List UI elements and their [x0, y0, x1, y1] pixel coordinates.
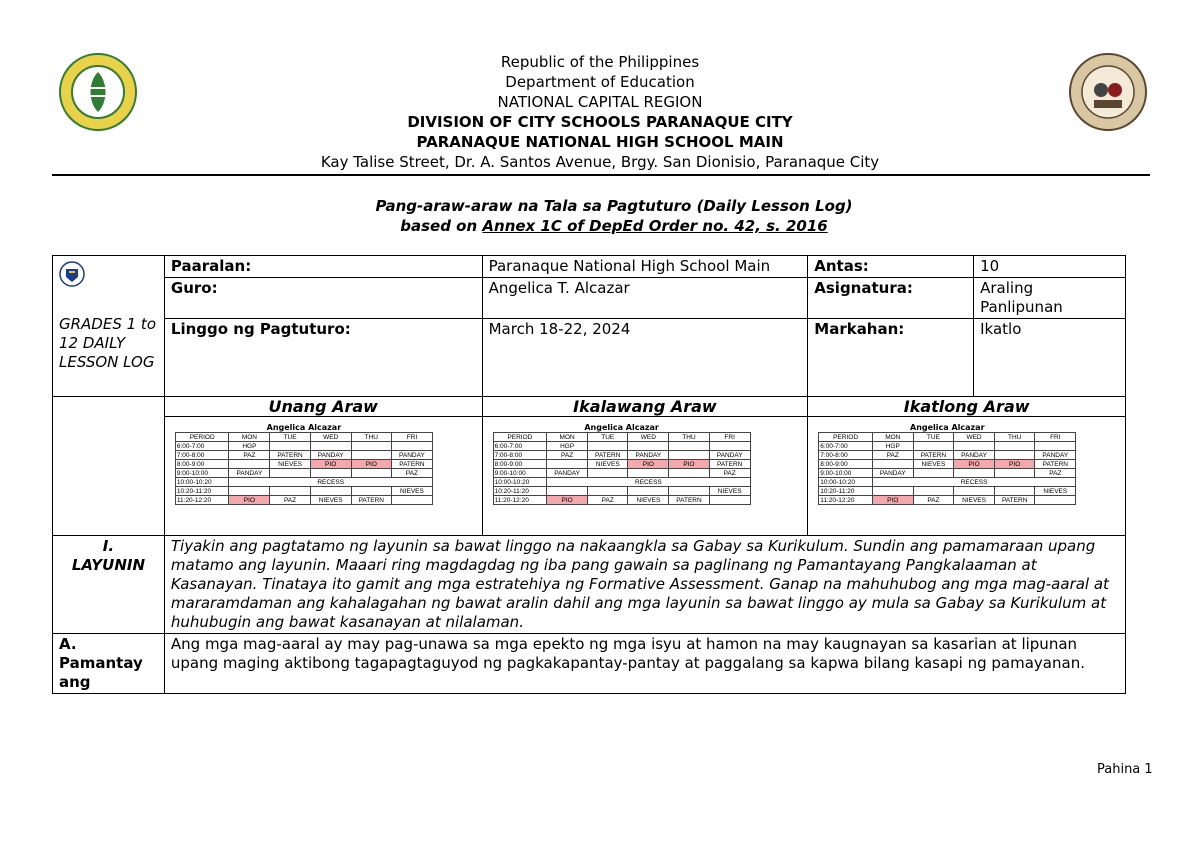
- schedule-header-cell: FRI: [709, 433, 750, 442]
- schedule-period-cell: 7:00-8:00: [819, 451, 873, 460]
- day-header-3: Ikatlong Araw: [808, 397, 1126, 417]
- schedule-row: [819, 478, 1076, 487]
- schedule-period-cell: 10:20-11:20: [493, 487, 547, 496]
- header-line-deped: Department of Education: [505, 73, 695, 91]
- schedule-class-cell: PATERN: [1035, 460, 1076, 469]
- schedule-class-cell: [547, 460, 588, 469]
- schedule-header-cell: WED: [628, 433, 669, 442]
- header-line-division: DIVISION OF CITY SCHOOLS PARANAQUE CITY: [407, 113, 793, 131]
- schedule-class-cell: [913, 469, 953, 478]
- schedule-class-cell: PANDAY: [391, 451, 432, 460]
- schedule-class-cell: PATERN: [270, 451, 310, 460]
- schedule-class-cell: [229, 460, 270, 469]
- schedule-class-cell: PIO: [547, 496, 588, 505]
- schedule-header-cell: MON: [872, 433, 913, 442]
- schedule-row: [175, 487, 432, 496]
- schedule-class-cell: [588, 442, 628, 451]
- schedule-class-cell: PIO: [351, 460, 391, 469]
- schedule-row: [175, 460, 432, 469]
- schedule-period-cell: 11:20-12:20: [175, 496, 229, 505]
- day-1-schedule: [164, 417, 482, 536]
- schedule-class-cell: [270, 442, 310, 451]
- asignatura-value: Araling Panlipunan: [974, 278, 1126, 319]
- schedule-table: [493, 432, 751, 505]
- schedule-recess-cell: RECESS: [872, 478, 1075, 487]
- schedule-class-cell: NIEVES: [913, 460, 953, 469]
- guro-label: Guro:: [164, 278, 482, 319]
- day-header-1: Unang Araw: [164, 397, 482, 417]
- header-divider: [52, 174, 1150, 176]
- letterhead: [0, 52, 1200, 172]
- schedule-class-cell: HGP: [872, 442, 913, 451]
- document-title: [0, 196, 1200, 236]
- schedule-row: [819, 469, 1076, 478]
- schedule-class-cell: PAZ: [872, 451, 913, 460]
- schedule-period-cell: 9:00-10:00: [493, 469, 547, 478]
- schedule-class-cell: [954, 487, 995, 496]
- schedule-class-cell: [310, 469, 351, 478]
- schedule-class-cell: PANDAY: [1035, 451, 1076, 460]
- header-line-republic: Republic of the Philippines: [500, 53, 700, 71]
- schedule-header-cell: FRI: [1035, 433, 1076, 442]
- layunin-label-cell: [53, 536, 165, 634]
- schedule-class-cell: PATERN: [669, 496, 709, 505]
- schedule-class-cell: [270, 487, 310, 496]
- schedule-period-cell: 10:00-10:20: [175, 478, 229, 487]
- guro-value: Angelica T. Alcazar: [482, 278, 808, 319]
- schedule-class-cell: PATERN: [351, 496, 391, 505]
- blank-side-cell: [53, 397, 165, 536]
- antas-value: 10: [974, 256, 1126, 278]
- schedule-header-cell: PERIOD: [819, 433, 873, 442]
- schedule-period-cell: 8:00-9:00: [819, 460, 873, 469]
- schedule-class-cell: [954, 442, 995, 451]
- grades-daily-lesson-log-label: GRADES 1 to 12 DAILY LESSON LOG: [59, 315, 156, 371]
- schedule-class-cell: PAZ: [1035, 469, 1076, 478]
- schedule-class-cell: [310, 442, 351, 451]
- lesson-log-table: [52, 255, 1126, 694]
- day-3-schedule: [808, 417, 1126, 536]
- schedule-table: [818, 432, 1076, 505]
- schedule-class-cell: PAZ: [229, 451, 270, 460]
- schedule-class-cell: [391, 442, 432, 451]
- schedule-period-cell: 9:00-10:00: [819, 469, 873, 478]
- schedule-header-cell: THU: [669, 433, 709, 442]
- schedule-class-cell: NIEVES: [588, 460, 628, 469]
- schedule-class-cell: PATERN: [913, 451, 953, 460]
- schedule-class-cell: PAZ: [270, 496, 310, 505]
- schedule-class-cell: [351, 487, 391, 496]
- schedule-class-cell: PATERN: [994, 496, 1034, 505]
- paaralan-label: Paaralan:: [164, 256, 482, 278]
- schedule-class-cell: [994, 451, 1034, 460]
- schedule-class-cell: NIEVES: [310, 496, 351, 505]
- annex-reference: Annex 1C of DepEd Order no. 42, s. 2016: [482, 217, 828, 235]
- schedule-period-cell: 9:00-10:00: [175, 469, 229, 478]
- schedule-class-cell: [547, 487, 588, 496]
- schedule-class-cell: HGP: [229, 442, 270, 451]
- schedule-class-cell: [669, 469, 709, 478]
- schedule-grid: [493, 423, 751, 505]
- based-on-text: based on: [400, 217, 478, 235]
- schedule-class-cell: PAZ: [588, 496, 628, 505]
- schedule-class-cell: [628, 442, 669, 451]
- title-line: Pang-araw-araw na Tala sa Pagtuturo (Daily Lesson Log): [375, 197, 853, 215]
- schedule-class-cell: [872, 487, 913, 496]
- deped-seal-icon: [59, 259, 85, 289]
- schedule-class-cell: [669, 451, 709, 460]
- schedule-grid: [175, 423, 433, 505]
- schedule-class-cell: [913, 442, 953, 451]
- schedule-class-cell: [310, 487, 351, 496]
- schedule-class-cell: PIO: [669, 460, 709, 469]
- schedule-class-cell: PANDAY: [954, 451, 995, 460]
- schedule-class-cell: NIEVES: [1035, 487, 1076, 496]
- schedule-class-cell: [391, 496, 432, 505]
- schedule-grid: [818, 423, 1076, 505]
- schedule-class-cell: PIO: [994, 460, 1034, 469]
- schedule-class-cell: PANDAY: [628, 451, 669, 460]
- schedule-class-cell: [913, 487, 953, 496]
- schedule-period-cell: 10:00-10:20: [819, 478, 873, 487]
- day-header-2: Ikalawang Araw: [482, 397, 808, 417]
- schedule-class-cell: [270, 469, 310, 478]
- schedule-header-cell: WED: [954, 433, 995, 442]
- schedule-teacher-name: Angelica Alcazar: [266, 423, 342, 432]
- markahan-value: Ikatlo: [974, 319, 1126, 397]
- schedule-class-cell: [709, 442, 750, 451]
- schedule-class-cell: [229, 487, 270, 496]
- schedule-period-cell: 11:20-12:20: [493, 496, 547, 505]
- header-line-school: PARANAQUE NATIONAL HIGH SCHOOL MAIN: [416, 133, 784, 151]
- schedule-row: [493, 451, 750, 460]
- schedule-class-cell: [351, 451, 391, 460]
- schedule-row: [493, 460, 750, 469]
- schedule-period-cell: 10:20-11:20: [819, 487, 873, 496]
- schedule-period-cell: 6:00-7:00: [175, 442, 229, 451]
- pamantayan-number: A.: [59, 635, 77, 653]
- schedule-class-cell: [709, 496, 750, 505]
- schedule-header-cell: MON: [229, 433, 270, 442]
- schedule-class-cell: PATERN: [588, 451, 628, 460]
- schedule-header-cell: THU: [351, 433, 391, 442]
- schedule-class-cell: HGP: [547, 442, 588, 451]
- linggo-label: Linggo ng Pagtuturo:: [164, 319, 482, 397]
- schedule-class-cell: PAZ: [709, 469, 750, 478]
- schedule-class-cell: NIEVES: [270, 460, 310, 469]
- schedule-row: [493, 487, 750, 496]
- pamantayan-text: Ang mga mag-aaral ay may pag-unawa sa mga epekto ng mga isyu at hamon na may kaugnayan sa kasarian at lipunan upang maging aktibong tagapagtaguyod ng pagkakapantay-pantay at paggalang sa kapwa bilang kasapi ng pamayanan.: [164, 634, 1125, 694]
- schedule-row: [493, 478, 750, 487]
- schedule-header-cell: PERIOD: [175, 433, 229, 442]
- schedule-class-cell: [669, 442, 709, 451]
- schedule-class-cell: [588, 487, 628, 496]
- schedule-period-cell: 8:00-9:00: [175, 460, 229, 469]
- schedule-class-cell: PIO: [954, 460, 995, 469]
- schedule-recess-cell: RECESS: [547, 478, 750, 487]
- schedule-row: [175, 451, 432, 460]
- schedule-period-cell: 7:00-8:00: [493, 451, 547, 460]
- schedule-period-cell: 11:20-12:20: [819, 496, 873, 505]
- schedule-class-cell: PANDAY: [709, 451, 750, 460]
- schedule-row: [819, 460, 1076, 469]
- schedule-row: [493, 469, 750, 478]
- header-line-region: NATIONAL CAPITAL REGION: [497, 93, 703, 111]
- schedule-class-cell: NIEVES: [391, 487, 432, 496]
- schedule-header-cell: TUE: [913, 433, 953, 442]
- schedule-teacher-name: Angelica Alcazar: [910, 423, 985, 432]
- schedule-row: [819, 496, 1076, 505]
- schedule-period-cell: 6:00-7:00: [819, 442, 873, 451]
- schedule-class-cell: PANDAY: [547, 469, 588, 478]
- schedule-period-cell: 8:00-9:00: [493, 460, 547, 469]
- schedule-class-cell: PANDAY: [872, 469, 913, 478]
- linggo-value: March 18-22, 2024: [482, 319, 808, 397]
- schedule-row: [175, 496, 432, 505]
- schedule-class-cell: PIO: [628, 460, 669, 469]
- schedule-class-cell: PATERN: [391, 460, 432, 469]
- schedule-class-cell: PIO: [310, 460, 351, 469]
- schedule-class-cell: PANDAY: [310, 451, 351, 460]
- schedule-header-cell: PERIOD: [493, 433, 547, 442]
- schedule-row: [819, 442, 1076, 451]
- schedule-class-cell: PAZ: [391, 469, 432, 478]
- schedule-class-cell: [994, 487, 1034, 496]
- markahan-label: Markahan:: [808, 319, 974, 397]
- pamantayan-label-cell: [53, 634, 165, 694]
- schedule-row: [175, 442, 432, 451]
- schedule-header-cell: TUE: [588, 433, 628, 442]
- schedule-header-cell: TUE: [270, 433, 310, 442]
- schedule-class-cell: PIO: [229, 496, 270, 505]
- schedule-row: [175, 469, 432, 478]
- schedule-period-cell: 10:20-11:20: [175, 487, 229, 496]
- schedule-class-cell: [628, 469, 669, 478]
- schedule-class-cell: PIO: [872, 496, 913, 505]
- schedule-class-cell: [1035, 442, 1076, 451]
- header-line-address: Kay Talise Street, Dr. A. Santos Avenue, Brgy. San Dionisio, Paranaque City: [320, 153, 880, 171]
- page-number: Pahina 1: [1097, 762, 1153, 777]
- schedule-row: [819, 487, 1076, 496]
- schedule-teacher-name: Angelica Alcazar: [584, 423, 659, 432]
- schedule-recess-cell: RECESS: [229, 478, 432, 487]
- asignatura-label: Asignatura:: [808, 278, 974, 319]
- schedule-class-cell: NIEVES: [628, 496, 669, 505]
- schedule-row: [493, 442, 750, 451]
- schedule-class-cell: NIEVES: [954, 496, 995, 505]
- schedule-row: [493, 496, 750, 505]
- schedule-class-cell: [669, 487, 709, 496]
- schedule-row: [175, 478, 432, 487]
- schedule-class-cell: [351, 469, 391, 478]
- schedule-class-cell: [1035, 496, 1076, 505]
- schedule-class-cell: [351, 442, 391, 451]
- schedule-period-cell: 7:00-8:00: [175, 451, 229, 460]
- day-2-schedule: [482, 417, 808, 536]
- schedule-class-cell: PAZ: [913, 496, 953, 505]
- paaralan-value: Paranaque National High School Main: [482, 256, 808, 278]
- schedule-header-cell: FRI: [391, 433, 432, 442]
- schedule-class-cell: PANDAY: [229, 469, 270, 478]
- schedule-header-cell: MON: [547, 433, 588, 442]
- schedule-class-cell: [994, 469, 1034, 478]
- schedule-class-cell: [954, 469, 995, 478]
- schedule-class-cell: PATERN: [709, 460, 750, 469]
- schedule-row: [819, 451, 1076, 460]
- schedule-header-cell: WED: [310, 433, 351, 442]
- layunin-number: I.: [102, 537, 115, 555]
- layunin-text: Tiyakin ang pagtatamo ng layunin sa bawat linggo na nakaangkla sa Gabay sa Kurikulum. Sundin ang pamamaraan upang matamo ang layunin. Maaari ring magdagdag ng iba pang gawain sa paglinang ng Pamantayang Pangkalaaman at Kasanayan. Tinataya ito gamit ang mga estratehiya ng Formative Assessment. Ganap na mahuhubog ang mga mag-aaral at mararamdaman ang kahalagahan ng bawat aralin dahil ang mga layunin sa bawat linggo ay mula sa Gabay sa Kurikulum at huhubugin ang bawat kasanayan at nilalaman.: [164, 536, 1125, 634]
- schedule-class-cell: [628, 487, 669, 496]
- antas-label: Antas:: [808, 256, 974, 278]
- pamantayan-label: Pamantay ang: [59, 654, 143, 691]
- schedule-header-cell: THU: [994, 433, 1034, 442]
- schedule-class-cell: PAZ: [547, 451, 588, 460]
- schedule-table: [175, 432, 433, 505]
- schedule-class-cell: [588, 469, 628, 478]
- subtitle-line: [0, 216, 1200, 236]
- schedule-period-cell: 10:00-10:20: [493, 478, 547, 487]
- grades-label-cell: [53, 256, 165, 397]
- schedule-period-cell: 6:00-7:00: [493, 442, 547, 451]
- schedule-class-cell: NIEVES: [709, 487, 750, 496]
- layunin-label: LAYUNIN: [71, 556, 146, 574]
- schedule-class-cell: [994, 442, 1034, 451]
- schedule-class-cell: [872, 460, 913, 469]
